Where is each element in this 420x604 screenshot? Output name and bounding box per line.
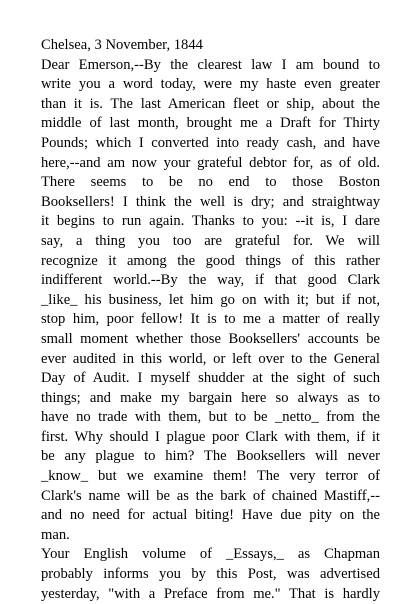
- text-line: There seems to be no end to those Boston: [41, 174, 380, 191]
- letter-dateline: Chelsea, 3 November, 1844: [41, 37, 203, 53]
- letter-paragraph-2: [41, 545, 380, 604]
- text-line: first. Why should I plague poor Clark with them, if it: [41, 428, 380, 445]
- text-line: write you a word today, were my haste even greater: [41, 76, 380, 93]
- text-line: man.: [41, 526, 70, 543]
- text-line: things; and make my bargain here so always as to: [41, 389, 380, 406]
- text-line: Day of Audit. I myself shudder at the sight of such: [41, 370, 380, 387]
- text-line: say, a thing you too are grateful for. We will: [41, 232, 380, 249]
- text-line: yesterday, "with a Preface from me." That is hardly: [41, 585, 380, 602]
- text-line: Booksellers! I think the well is dry; and straightway: [41, 193, 380, 210]
- text-line: it begins to run again. Thanks to you: --it is, I dare: [41, 213, 380, 230]
- text-line: Pounds; which I converted into ready cash, and have: [41, 134, 380, 151]
- text-line: indifferent world.--By the way, if that good Clark: [41, 272, 380, 289]
- text-line: than it is. The last American fleet or ship, about the: [41, 95, 380, 112]
- text-line: small moment whether those Booksellers' accounts be: [41, 330, 380, 347]
- text-line: and no need for actual biting! Have due pity on the: [41, 507, 380, 524]
- text-line: middle of last month, brought me a Draft for Thirty: [41, 115, 380, 132]
- letter-paragraph-1: [41, 56, 380, 546]
- text-line: recognize it among the good things of this rather: [41, 252, 380, 269]
- text-line: Clark's name will be as the bark of chained Mastiff,--: [41, 487, 380, 504]
- text-line: probably informs you by this Post, was advertised: [41, 566, 380, 583]
- text-line: here,--and am now your grateful debtor for, as of old.: [41, 154, 380, 171]
- text-line: ever audited in this world, or left over to the General: [41, 350, 380, 367]
- text-line: be any plague to him? The Booksellers will never: [41, 448, 380, 465]
- text-line: Dear Emerson,--By the clearest law I am bound to: [41, 56, 380, 73]
- text-line: _like_ his business, let him go on with it; but if not,: [41, 291, 380, 308]
- text-line: _know_ but we examine them! The very terror of: [41, 468, 380, 485]
- text-line: stop him, poor fellow! It is to me a matter of really: [41, 311, 380, 328]
- letter-page: [41, 36, 380, 604]
- text-line: Your English volume of _Essays,_ as Chapman: [41, 546, 380, 563]
- text-line: have no trade with them, but to be _netto_ from the: [41, 409, 380, 426]
